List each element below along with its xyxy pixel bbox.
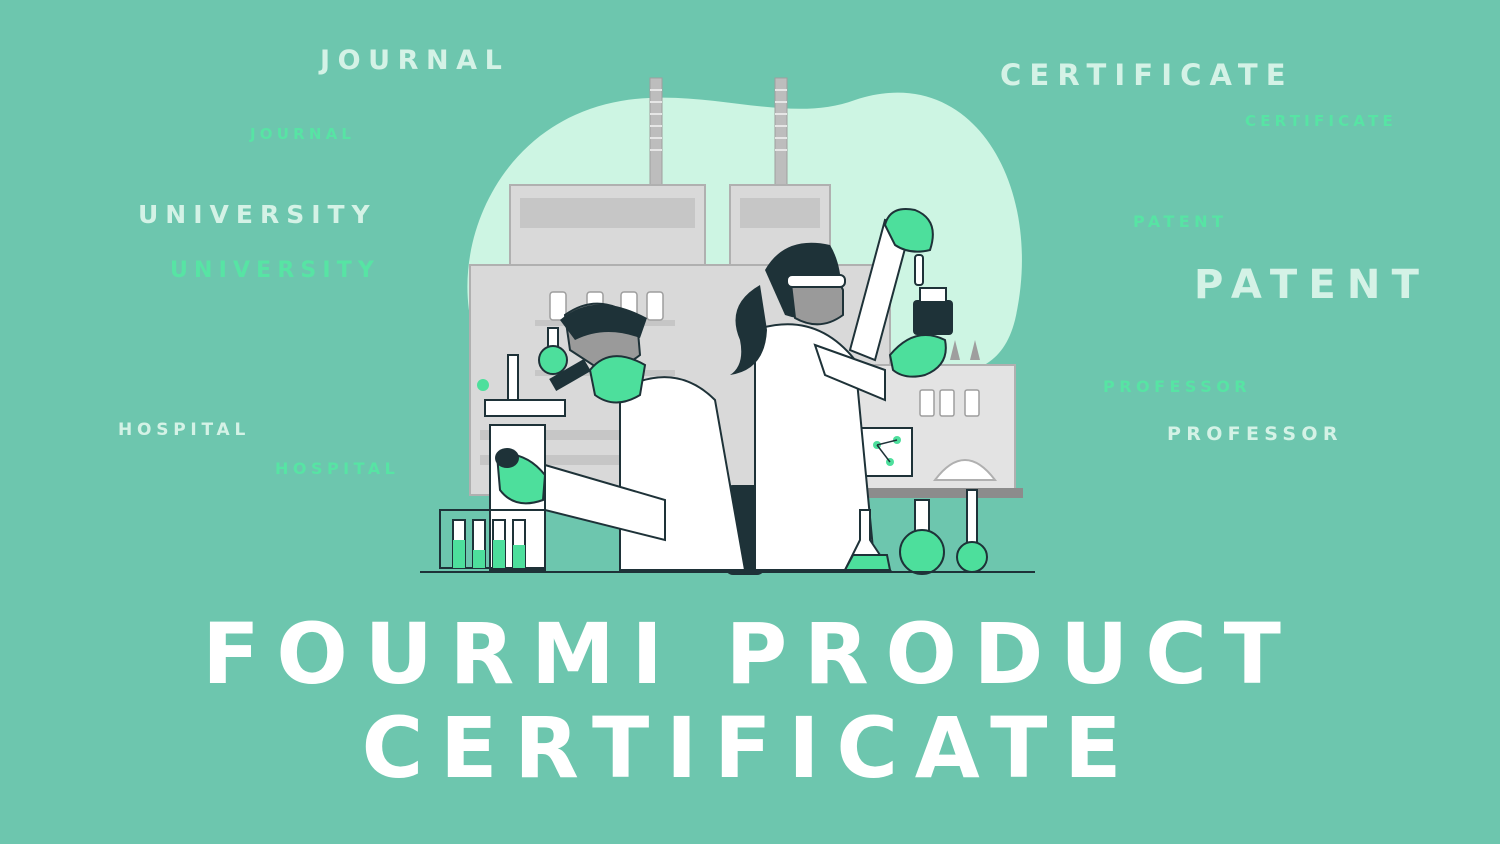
monitor [860,428,912,476]
word-professor-mint: PROFESSOR [1103,377,1252,396]
headline-line-2: CERTIFICATE [361,699,1139,797]
word-journal-small: JOURNAL [250,125,356,143]
word-certificate-large: CERTIFICATE [1000,58,1294,92]
lab-scientists-illustration [415,70,1035,580]
headline-line-1: FOURMI PRODUCT [202,605,1298,703]
word-hospital-large: HOSPITAL [118,420,251,440]
word-patent-small: PATENT [1133,212,1228,231]
word-university-large: UNIVERSITY [138,200,377,229]
word-professor-large: PROFESSOR [1167,423,1343,445]
word-journal-large: JOURNAL [320,45,510,76]
word-university-mint: UNIVERSITY [170,258,381,283]
word-certificate-small: CERTIFICATE [1245,112,1397,130]
word-hospital-mint: HOSPITAL [275,459,400,478]
word-patent-large: PATENT [1194,262,1431,308]
